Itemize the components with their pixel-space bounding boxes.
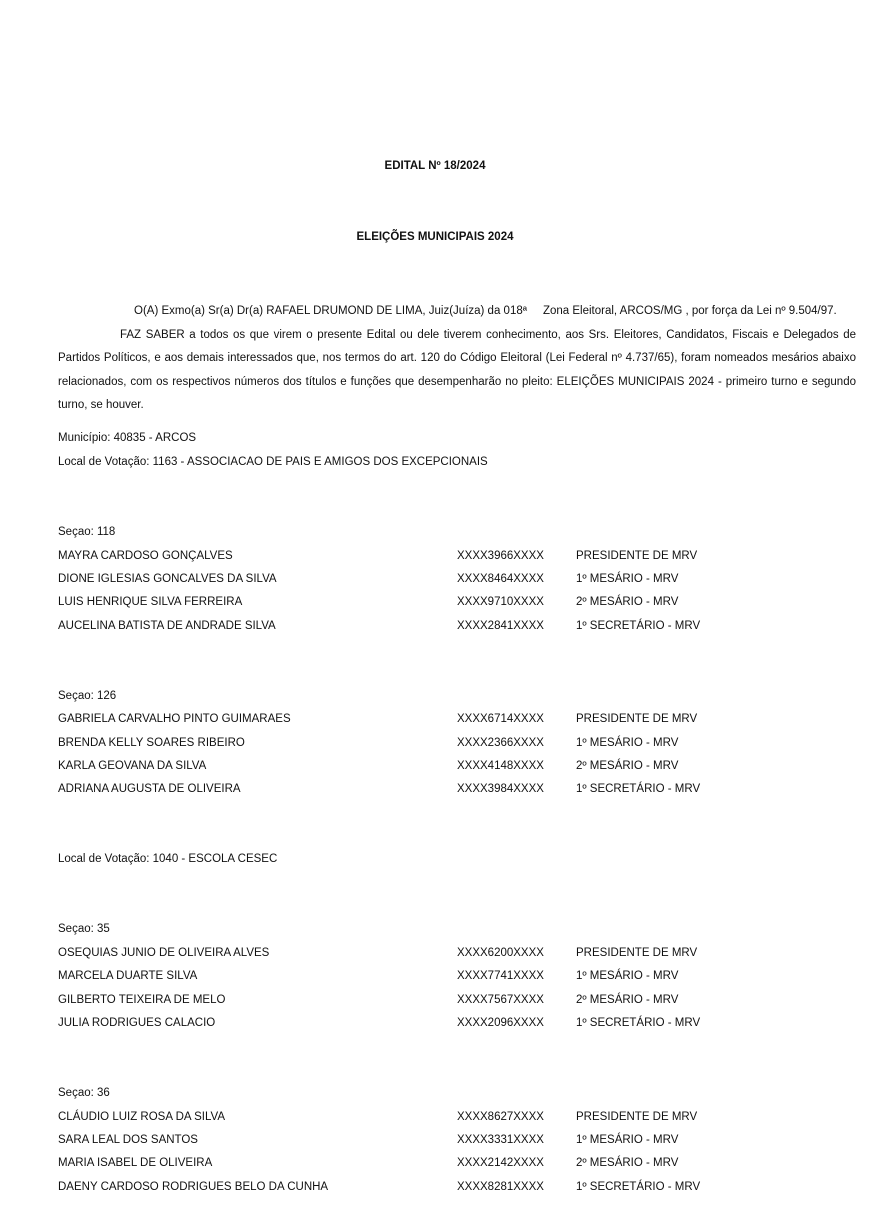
table-row	[58, 970, 818, 990]
mesario-funcao: PRESIDENTE DE MRV	[576, 1111, 698, 1123]
mesario-funcao: 1º SECRETÁRIO - MRV	[576, 620, 701, 632]
mesario-nome: DAENY CARDOSO RODRIGUES BELO DA CUNHA	[58, 1181, 329, 1193]
table-row	[58, 596, 818, 616]
mesario-titulo: XXXX4148XXXX	[457, 760, 544, 772]
mesario-titulo: XXXX6200XXXX	[457, 947, 544, 959]
table-row	[58, 1134, 818, 1154]
mesario-nome: GILBERTO TEIXEIRA DE MELO	[58, 994, 226, 1006]
mesario-funcao: 2º MESÁRIO - MRV	[576, 994, 679, 1006]
mesario-titulo: XXXX9710XXXX	[457, 596, 544, 608]
mesario-funcao: 1º SECRETÁRIO - MRV	[576, 1181, 701, 1193]
edital-title: EDITAL Nº 18/2024	[384, 160, 486, 172]
mesario-nome: DIONE IGLESIAS GONCALVES DA SILVA	[58, 573, 277, 585]
mesario-titulo: XXXX3984XXXX	[457, 783, 544, 795]
table-row	[58, 573, 818, 593]
table-row	[58, 1017, 818, 1037]
mesario-nome: ADRIANA AUGUSTA DE OLIVEIRA	[58, 783, 241, 795]
table-row	[58, 1157, 818, 1177]
secao-label: Seçao: 126	[58, 690, 117, 702]
table-row	[58, 1111, 818, 1131]
mesario-titulo: XXXX2841XXXX	[457, 620, 544, 632]
municipio-line: Município: 40835 - ARCOS	[58, 432, 197, 444]
mesario-funcao: 1º SECRETÁRIO - MRV	[576, 1017, 701, 1029]
mesario-titulo: XXXX8627XXXX	[457, 1111, 544, 1123]
table-row	[58, 713, 818, 733]
mesario-titulo: XXXX7741XXXX	[457, 970, 544, 982]
table-row	[58, 994, 818, 1014]
mesario-nome: MAYRA CARDOSO GONÇALVES	[58, 550, 233, 562]
mesario-titulo: XXXX2096XXXX	[457, 1017, 544, 1029]
intro-paragraph-2: FAZ SABER a todos os que virem o presente Edital ou dele tiverem conhecimento, aos Srs. Eleitores, Candidatos, Fiscais e Delegados de Partidos Políticos, e aos demais interessados que, nos termos do art. 120 do Código Eleitoral (Lei Federal nº 4.737/65), foram nomeados mesários abaixo relacionados, com os respectivos números dos títulos e funções que desempenharão no pleito: ELEIÇÕES MUNICIPAIS 2024 - primeiro turno e segundo turno, se houver.	[58, 328, 856, 411]
eleicoes-title: ELEIÇÕES MUNICIPAIS 2024	[356, 231, 514, 243]
mesario-titulo: XXXX3966XXXX	[457, 550, 544, 562]
mesario-funcao: 2º MESÁRIO - MRV	[576, 596, 679, 608]
mesario-titulo: XXXX8464XXXX	[457, 573, 544, 585]
table-row	[58, 550, 818, 570]
mesario-nome: MARIA ISABEL DE OLIVEIRA	[58, 1157, 213, 1169]
local-votacao-2: Local de Votação: 1040 - ESCOLA CESEC	[58, 853, 278, 865]
table-row	[58, 620, 818, 640]
mesario-nome: CLÁUDIO LUIZ ROSA DA SILVA	[58, 1111, 226, 1123]
secao-label: Seçao: 35	[58, 923, 110, 935]
mesario-funcao: 2º MESÁRIO - MRV	[576, 1157, 679, 1169]
mesario-nome: JULIA RODRIGUES CALACIO	[58, 1017, 216, 1029]
intro-text	[58, 300, 856, 418]
mesario-nome: SARA LEAL DOS SANTOS	[58, 1134, 198, 1146]
intro-paragraph-1: O(A) Exmo(a) Sr(a) Dr(a) RAFAEL DRUMOND DE LIMA, Juiz(Juíza) da 018ª Zona Eleitoral, ARCOS/MG , por força da Lei nº 9.504/97.	[134, 305, 837, 317]
mesario-titulo: XXXX2142XXXX	[457, 1157, 544, 1169]
mesario-funcao: PRESIDENTE DE MRV	[576, 713, 698, 725]
local-votacao-1: Local de Votação: 1163 - ASSOCIACAO DE PAIS E AMIGOS DOS EXCEPCIONAIS	[58, 456, 488, 468]
mesario-nome: GABRIELA CARVALHO PINTO GUIMARAES	[58, 713, 291, 725]
mesario-funcao: 1º MESÁRIO - MRV	[576, 1134, 679, 1146]
mesario-nome: MARCELA DUARTE SILVA	[58, 970, 198, 982]
mesario-funcao: PRESIDENTE DE MRV	[576, 947, 698, 959]
table-row	[58, 737, 818, 757]
secao-label: Seçao: 118	[58, 526, 116, 538]
table-row	[58, 947, 818, 967]
mesario-titulo: XXXX8281XXXX	[457, 1181, 544, 1193]
mesario-funcao: 2º MESÁRIO - MRV	[576, 760, 679, 772]
mesario-titulo: XXXX7567XXXX	[457, 994, 544, 1006]
mesario-funcao: 1º SECRETÁRIO - MRV	[576, 783, 701, 795]
table-row	[58, 783, 818, 803]
table-row	[58, 760, 818, 780]
mesario-nome: KARLA GEOVANA DA SILVA	[58, 760, 207, 772]
mesario-titulo: XXXX3331XXXX	[457, 1134, 544, 1146]
mesario-funcao: PRESIDENTE DE MRV	[576, 550, 698, 562]
mesario-funcao: 1º MESÁRIO - MRV	[576, 737, 679, 749]
secao-label: Seçao: 36	[58, 1087, 110, 1099]
mesario-titulo: XXXX2366XXXX	[457, 737, 544, 749]
mesario-nome: OSEQUIAS JUNIO DE OLIVEIRA ALVES	[58, 947, 270, 959]
mesario-funcao: 1º MESÁRIO - MRV	[576, 970, 679, 982]
mesario-nome: AUCELINA BATISTA DE ANDRADE SILVA	[58, 620, 276, 632]
table-row	[58, 1181, 818, 1201]
mesario-titulo: XXXX6714XXXX	[457, 713, 544, 725]
mesario-nome: LUIS HENRIQUE SILVA FERREIRA	[58, 596, 243, 608]
mesario-funcao: 1º MESÁRIO - MRV	[576, 573, 679, 585]
mesario-nome: BRENDA KELLY SOARES RIBEIRO	[58, 737, 245, 749]
